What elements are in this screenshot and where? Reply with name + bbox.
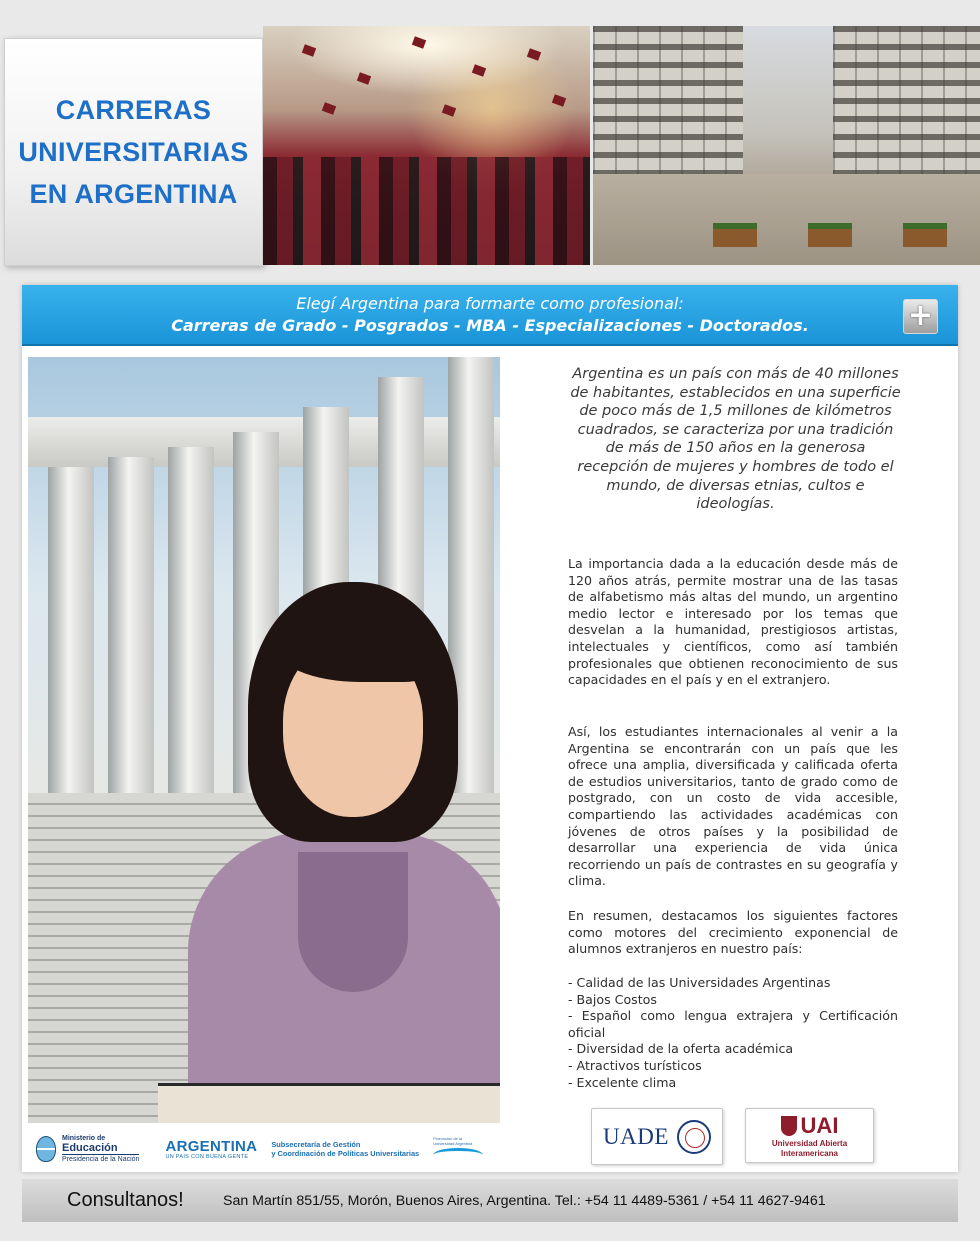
- uade-logo[interactable]: [591, 1108, 723, 1165]
- factors-list: [568, 975, 898, 1091]
- contact-address: San Martín 851/55, Morón, Buenos Aires, Argentina. Tel.: +54 11 4489-5361 / +54 11 4627-9461: [223, 1192, 826, 1209]
- students-paragraph: Así, los estudiantes internacionales al venir a la Argentina se encontrarán con un país que les ofrece una amplia, diversificada y calificada oferta de estudios universitarios, tanto de grado como de postgrado, con un costo de vida accesible, compartiendo las actividades académicas con jóvenes de otros países y la posibilidad de desarrollar una experiencia de vida única recorriendo un país de contrastes en su geografía y clima.: [568, 724, 898, 889]
- contact-link[interactable]: Consultanos!: [67, 1189, 184, 1211]
- campus-photo: [593, 26, 980, 265]
- graduation-photo: [263, 26, 590, 265]
- banner-line-2: Carreras de Grado - Posgrados - MBA - Especializaciones - Doctorados.: [171, 316, 809, 335]
- title-line-3: EN ARGENTINA: [29, 179, 238, 209]
- summary-paragraph: En resumen, destacamos los siguientes factores como motores del crecimiento exponencial de alumnos extranjeros en nuestro país:: [568, 908, 898, 957]
- ministerio-logo: [36, 1135, 139, 1164]
- promocion-logo: [433, 1136, 487, 1162]
- argentina-title: ARGENTINA: [165, 1137, 258, 1155]
- title-line-2: UNIVERSITARIAS: [18, 137, 249, 167]
- banner: [22, 285, 958, 346]
- intro-paragraph: Argentina es un país con más de 40 millones de habitantes, establecidos en una superficie de poco más de 1,5 millones de kilómetros cuadrados, se caracteriza por una tradición de más de 150 años en la generosa recepción de mujeres y hombres de todo el mundo, de diversas etnias, cultos e ideologías.: [570, 366, 901, 513]
- list-item: - Español como lengua extrajera y Certificación oficial: [568, 1008, 898, 1040]
- education-paragraph: La importancia dada a la educación desde más de 120 años atrás, permite mostrar una de las tasas de alfabetismo más altas del mundo, un argentino medio lector e interesado por los temas que desvelan a la humanidad, prestigiosos artistas, intelectuales y científicos, como así también profesionales que obtienen reconocimiento de sus capacidades en el país y en el extranjero.: [568, 556, 898, 688]
- list-item: - Bajos Costos: [568, 991, 657, 1007]
- wave-icon: [433, 1148, 483, 1162]
- page-title: [4, 38, 263, 266]
- footer: [22, 1179, 958, 1222]
- subsecretaria-line-1: Subsecretaría de Gestión: [271, 1140, 361, 1149]
- list-item: - Diversidad de la oferta académica: [568, 1041, 794, 1057]
- student-hero-image: [28, 357, 500, 1123]
- uade-name: UADE: [603, 1123, 669, 1149]
- list-item: - Excelente clima: [568, 1074, 677, 1090]
- subsecretaria-line-2: y Coordinación de Políticas Universitarias: [271, 1149, 420, 1158]
- sponsor-logos: [22, 1126, 562, 1172]
- argentina-slogan: UN PAIS CON BUENA GENTE: [165, 1153, 249, 1160]
- ministerio-line-1: Ministerio de: [62, 1134, 106, 1142]
- argentina-logo: [165, 1139, 257, 1160]
- ministerio-line-3: Presidencia de la Nación: [62, 1155, 140, 1163]
- uade-seal-icon: [677, 1120, 711, 1154]
- uai-logo[interactable]: [745, 1108, 874, 1163]
- promocion-line-1: Promoción de la: [433, 1136, 463, 1141]
- plus-button[interactable]: +: [903, 299, 938, 334]
- ministerio-line-2: Educación: [62, 1141, 118, 1154]
- list-item: - Atractivos turísticos: [568, 1057, 702, 1073]
- uai-shield-icon: [781, 1116, 797, 1136]
- subsecretaria-logo: [271, 1140, 419, 1158]
- list-item: - Calidad de las Universidades Argentinas: [568, 975, 831, 990]
- promocion-line-2: Universidad Argentina: [433, 1141, 473, 1146]
- title-line-1: CARRERAS: [55, 95, 212, 125]
- uai-subtitle-2: Interamericana: [781, 1149, 838, 1158]
- uai-subtitle-1: Universidad Abierta: [771, 1139, 848, 1148]
- escudo-icon: [36, 1136, 56, 1162]
- uai-name: UAI: [800, 1113, 839, 1138]
- banner-line-1: Elegí Argentina para formarte como profesional:: [296, 294, 684, 313]
